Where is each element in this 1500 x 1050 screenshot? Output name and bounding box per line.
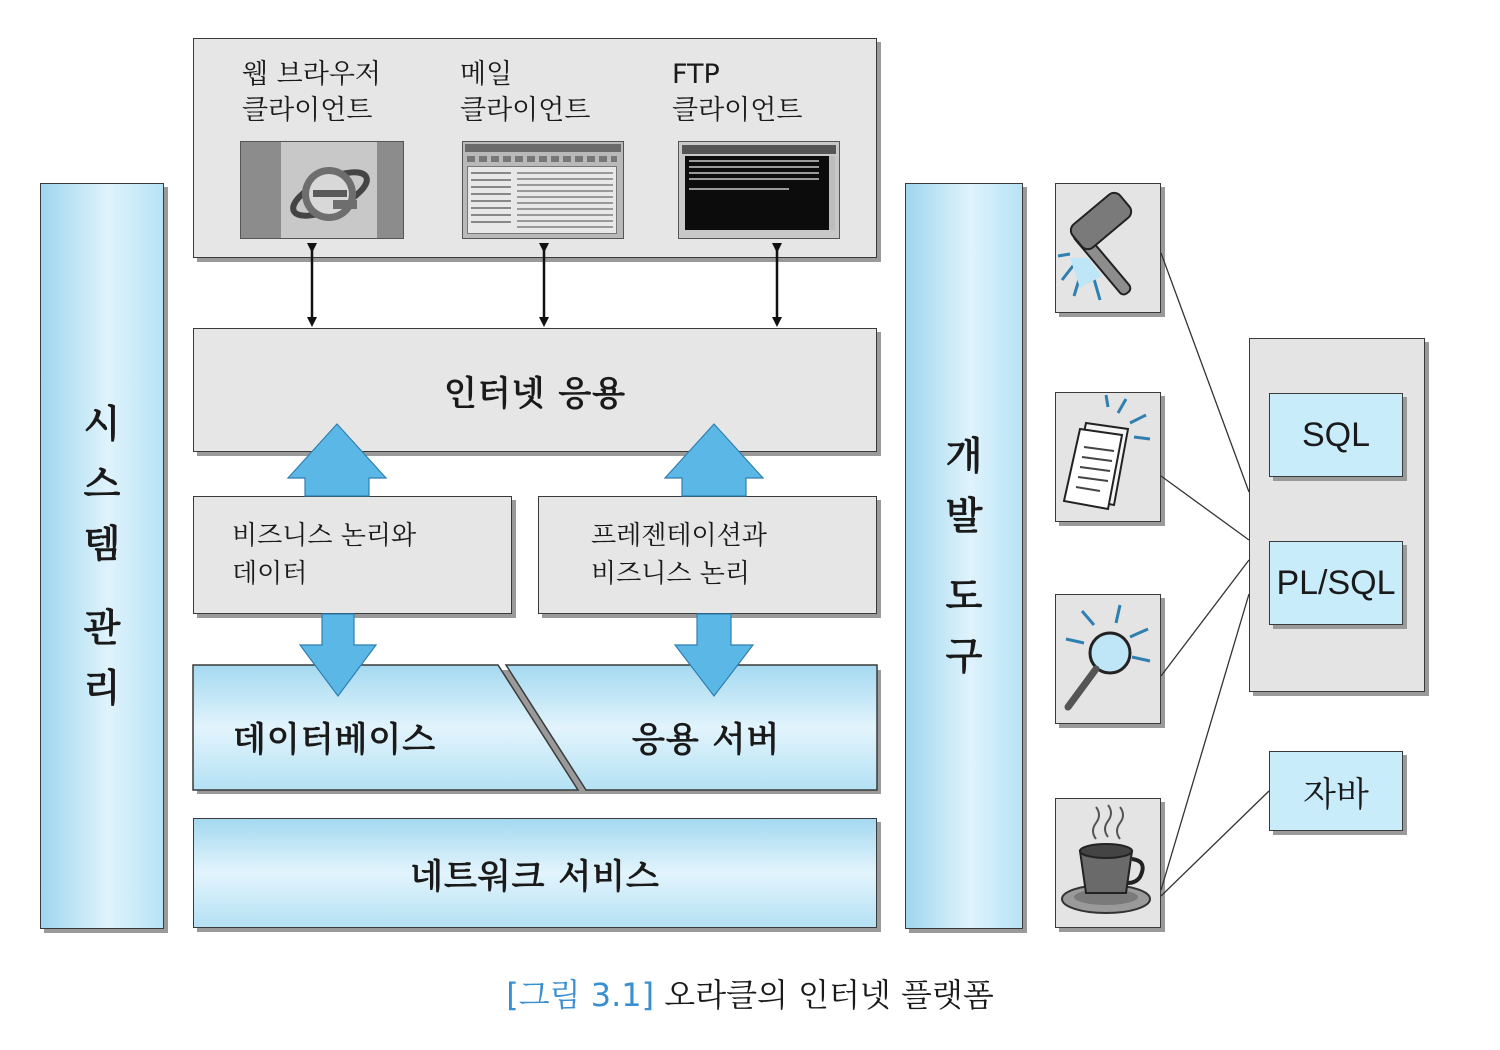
coffee-java-connector [1161,791,1269,896]
web-browser-client-label: 웹 브라우저 클라이언트 [242,59,381,126]
plsql-box: PL/SQL [1269,541,1403,625]
hammer-connector [1161,253,1249,492]
documents-connector [1161,476,1249,540]
dev-tools-label: 개 발 도 구 [945,434,983,678]
business-logic-label: 비즈니스 논리와 데이터 [232,521,417,589]
java-box: 자바 [1269,751,1403,831]
ftp-client-label: FTP 클라이언트 [672,59,803,126]
magnifier-connector [1161,560,1249,676]
app-server-label: 응용 서버 [632,720,781,760]
internet-application-box: 인터넷 응용 [193,328,877,452]
figure-number: [그림 3.1] [506,976,655,1014]
figure-title: 오라클의 인터넷 플랫폼 [664,976,994,1014]
database-label: 데이터베이스 [233,720,437,760]
presentation-label: 프레젠테이션과 비즈니스 논리 [591,521,767,589]
sql-box: SQL [1269,393,1403,477]
system-management-label: 시 스 템 관 리 [83,402,121,710]
network-services-box: 네트워크 서비스 [193,818,877,928]
figure-caption [0,970,1500,1016]
mail-client-label: 메일 클라이언트 [460,59,591,126]
coffee-plsql-connector [1161,594,1249,890]
